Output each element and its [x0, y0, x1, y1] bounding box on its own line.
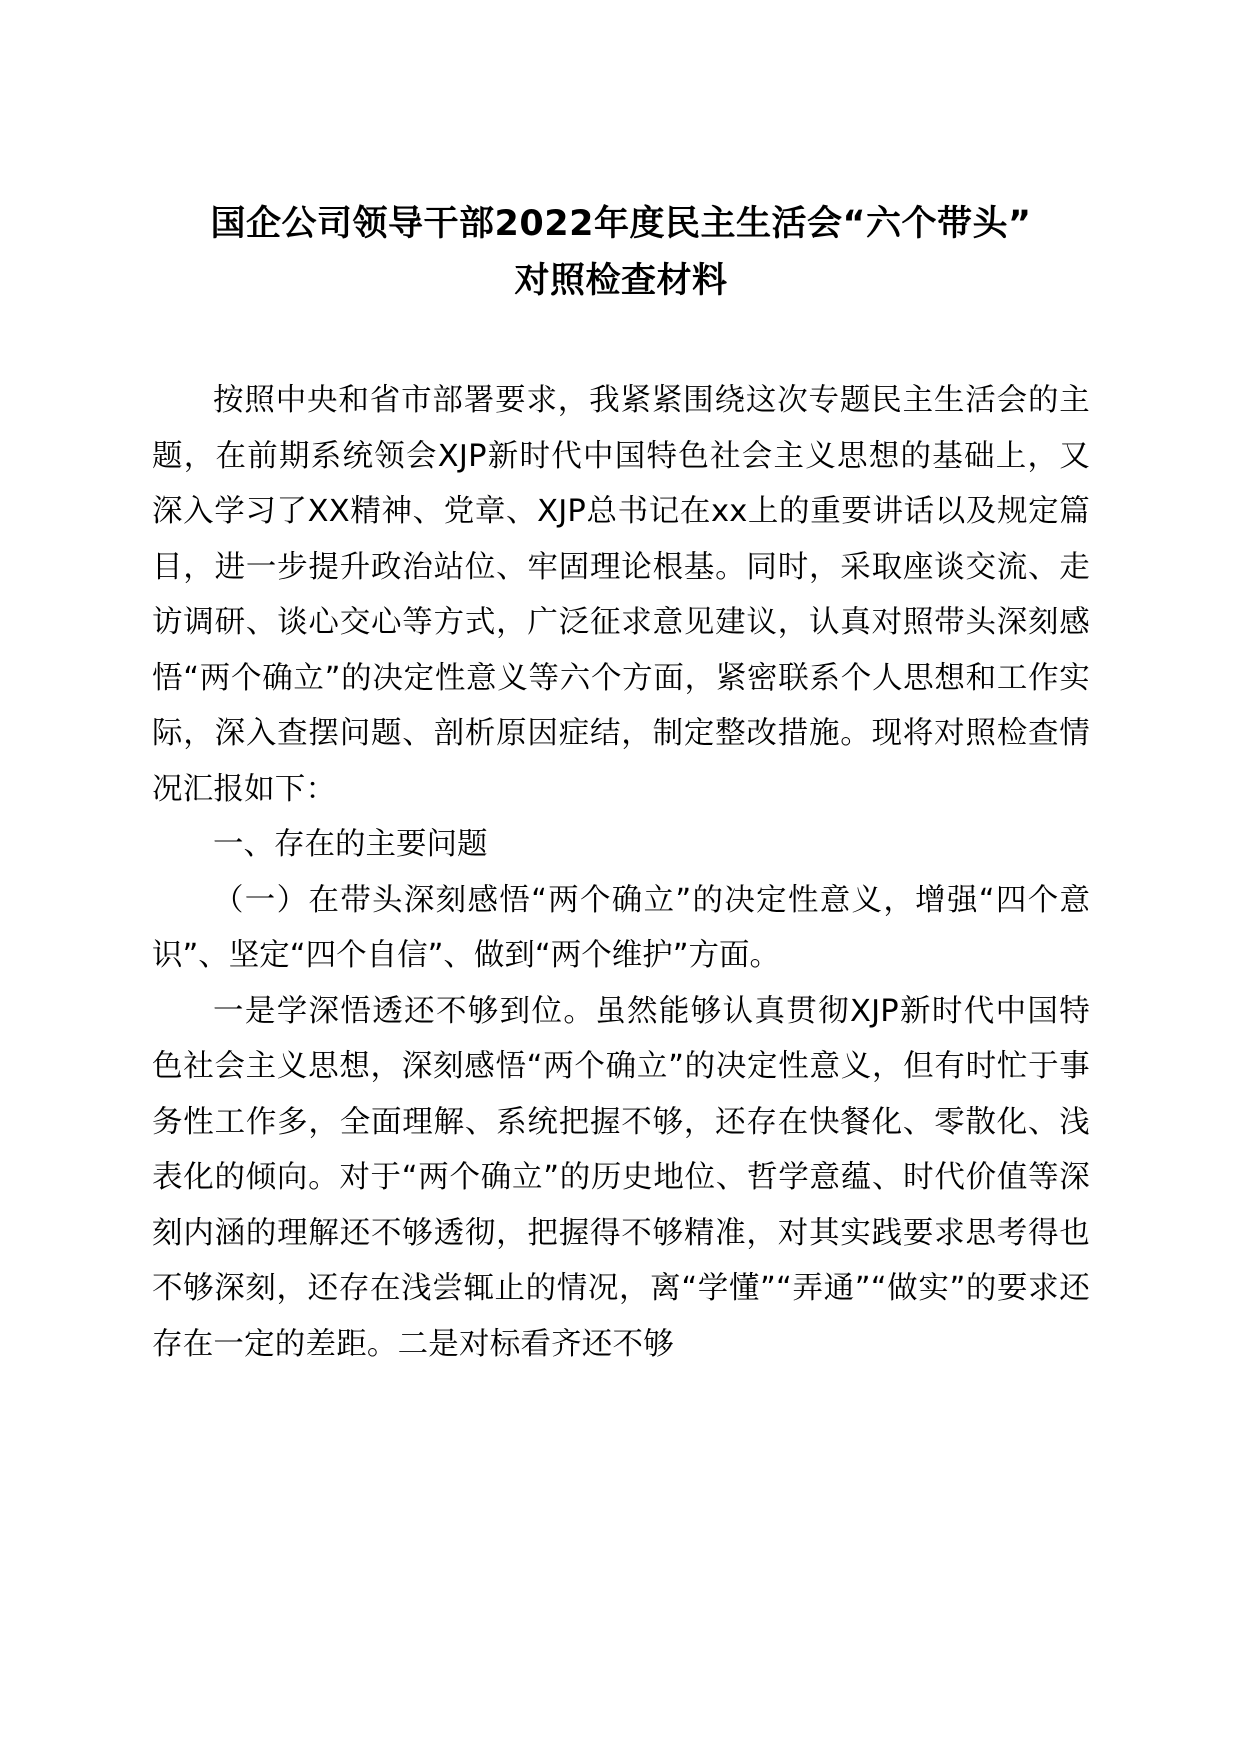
paragraph-item-one: 一是学深悟透还不够到位。虽然能够认真贯彻XJP新时代中国特色社会主义思想，深刻感悟“两个确立”的决定性意义，但有时忙于事务性工作多，全面理解、系统把握不够，还存在快餐化、零散化、浅表化的倾向。对于“两个确立”的历史地位、哲学意蕴、时代价值等深刻内涵的理解还不够透彻，把握得不够精准，对其实践要求思考得也不够深刻，还存在浅尝辄止的情况，离“学懂”“弄通”“做实”的要求还存在一定的差距。二是对标看齐还不够 — [152, 993, 1090, 1362]
page-title — [152, 0, 1090, 309]
page-title-line-1: 国企公司领导干部2022年度民主生活会“六个带头” — [210, 204, 1032, 244]
title-body-spacer — [152, 309, 1090, 373]
document-content-column — [152, 0, 1090, 1372]
subsection-heading-two-establishments: （一）在带头深刻感悟“两个确立”的决定性意义，增强“四个意识”、坚定“四个自信”、做到“两个维护”方面。 — [152, 882, 1090, 974]
page-title-line-2: 对照检查材料 — [514, 260, 728, 301]
section-heading-main-problems: 一、存在的主要问题 — [213, 827, 488, 863]
paragraph-intro: 按照中央和省市部署要求，我紧紧围绕这次专题民主生活会的主题，在前期系统领会XJP新时代中国特色社会主义思想的基础上，又深入学习了XX精神、党章、XJP总书记在xx上的重要讲话以及规定篇目，进一步提升政治站位、牢固理论根基。同时，采取座谈交流、走访调研、谈心交心等方式，广泛征求意见建议，认真对照带头深刻感悟“两个确立”的决定性意义等六个方面，紧密联系个人思想和工作实际，深入查摆问题、剖析原因症结，制定整改措施。现将对照检查情况汇报如下： — [152, 383, 1090, 807]
